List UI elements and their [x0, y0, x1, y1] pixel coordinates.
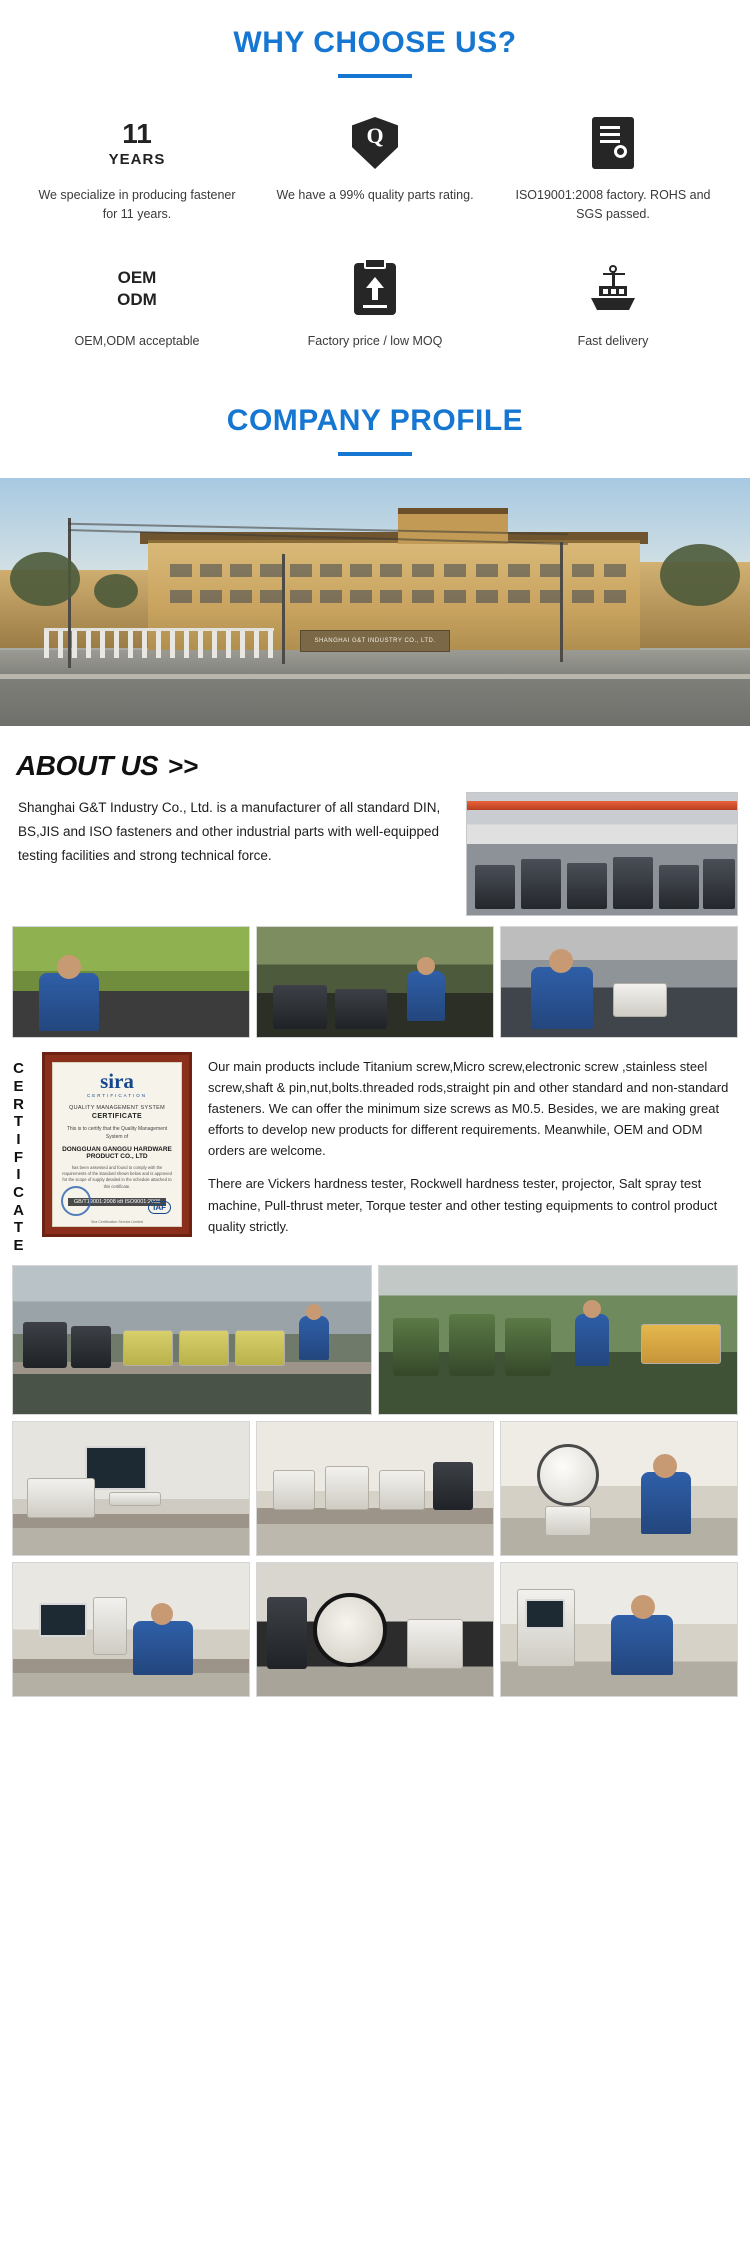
clipboard-upload-icon-wrap [270, 260, 480, 318]
certificate-seal-icon [61, 1186, 91, 1216]
certificate-description [202, 1052, 738, 1255]
quality-shield-icon-wrap [270, 114, 480, 172]
about-us-heading [16, 750, 738, 782]
why-item-delivery [494, 250, 732, 369]
iaf-logo: IAF [148, 1201, 171, 1214]
why-item-years [18, 104, 256, 242]
page-title-why: WHY CHOOSE US? [233, 26, 517, 59]
why-item-certification [494, 104, 732, 242]
certificate-standard: GB/T19001:2008 idt ISO9001:2008 [68, 1198, 166, 1206]
machine-row-photo [378, 1265, 738, 1415]
certificate-line2: CERTIFICATE [91, 1113, 143, 1121]
optical-projector-operator-photo [500, 1562, 738, 1697]
years-number-icon [32, 114, 242, 172]
certificate-body: has been assessed and found to comply with the requirements of the standard shown below and is approved for the scope of supply detailed in the schedule attached to this certificate. [62, 1165, 172, 1189]
why-item-price [256, 250, 494, 369]
odm-label: ODM [117, 289, 157, 309]
why-item-text: ISO19001:2008 factory. ROHS and SGS passed. [515, 188, 711, 221]
lab-photo-grid-1 [0, 1415, 750, 1556]
about-us-paragraph: Shanghai G&T Industry Co., Ltd. is a manufacturer of all standard DIN, BS,JIS and ISO fasteners and other industrial parts with well-equipped testing facilities and strong technical force. [18, 800, 441, 863]
certificate-footer: Sira Certification Service Limited [91, 1220, 143, 1225]
certificate-document-icon-wrap [508, 114, 718, 172]
certificate-section [0, 1038, 750, 1255]
why-item-text: Factory price / low MOQ [307, 333, 443, 348]
chevron-right-icon: >> [168, 751, 199, 782]
certificate-document-icon [592, 117, 634, 169]
about-us-section [0, 726, 750, 916]
about-us-title: ABOUT US [16, 750, 159, 782]
certificate-company: DONGGUAN GANGGU HARDWARE PRODUCT CO., LTD [62, 1146, 172, 1161]
page-title-company-profile: COMPANY PROFILE [226, 404, 524, 438]
oem-odm-text-icon [32, 260, 242, 318]
projector-screen-photo [256, 1562, 494, 1697]
workshop-overview-photo [466, 792, 738, 916]
factory-exterior-photo [0, 478, 750, 726]
why-item-text: OEM,ODM acceptable [74, 333, 200, 348]
certificate-line1: QUALITY MANAGEMENT SYSTEM [69, 1105, 165, 1112]
why-choose-us-grid [0, 78, 750, 378]
quality-shield-icon [352, 117, 398, 169]
certificate-paragraph-1: Our main products include Titanium screw,Micro screw,electronic screw ,stainless steel screw,shaft & pin,nut,bolts.threaded rods,straight pin and other standard and non-standard fasteners. We can offer the minimum size screws as M0.5. Besides, we are making great efforts to develop new products for different requirements. Meanwhile, OEM and ODM orders are welcome. [208, 1059, 729, 1159]
microscope-inspection-photo [12, 1562, 250, 1697]
years-unit: YEARS [108, 150, 166, 168]
factory-sign: SHANGHAI G&T INDUSTRY CO., LTD. [300, 630, 450, 652]
dial-gauge-operator-photo [500, 1421, 738, 1556]
hardness-testers-photo [256, 1421, 494, 1556]
title-underline [338, 452, 412, 456]
why-item-quality [256, 104, 494, 242]
why-item-oem [18, 250, 256, 369]
lab-photo-grid-2 [0, 1556, 750, 1697]
why-choose-us-section [0, 0, 750, 378]
ship-delivery-icon [585, 264, 641, 314]
parts-bins-photo [256, 926, 494, 1038]
certificate-image [42, 1052, 192, 1237]
spectrometer-lab-photo [12, 1421, 250, 1556]
certificate-brand: sira [100, 1069, 134, 1094]
workshop-photo-grid [0, 1255, 750, 1415]
certificate-brand-sub: CERTIFICATION [86, 1093, 148, 1099]
why-item-text: We have a 99% quality parts rating. [276, 188, 474, 202]
clipboard-upload-icon [354, 263, 396, 315]
oem-label: OEM [117, 268, 157, 288]
about-photo-row [0, 916, 750, 1038]
company-profile-section [0, 378, 750, 726]
production-line-photo [12, 1265, 372, 1415]
why-item-text: We specialize in producing fastener for 11 years. [38, 188, 236, 221]
certificate-vertical-label: C E R T I F I C A T E [13, 1060, 25, 1255]
worker-machining-photo [12, 926, 250, 1038]
ship-delivery-icon-wrap [508, 260, 718, 318]
worker-packing-photo [500, 926, 738, 1038]
why-item-text: Fast delivery [577, 333, 649, 348]
certificate-paragraph-2: There are Vickers hardness tester, Rockwell hardness tester, projector, Salt spray test machine, Pull-thrust meter, Torque tester and other testing equipments to control product quality strictly. [208, 1176, 718, 1234]
certificate-line3: This is to certify that the Quality Management System of [66, 1126, 168, 1140]
years-value: 11 [122, 117, 152, 149]
